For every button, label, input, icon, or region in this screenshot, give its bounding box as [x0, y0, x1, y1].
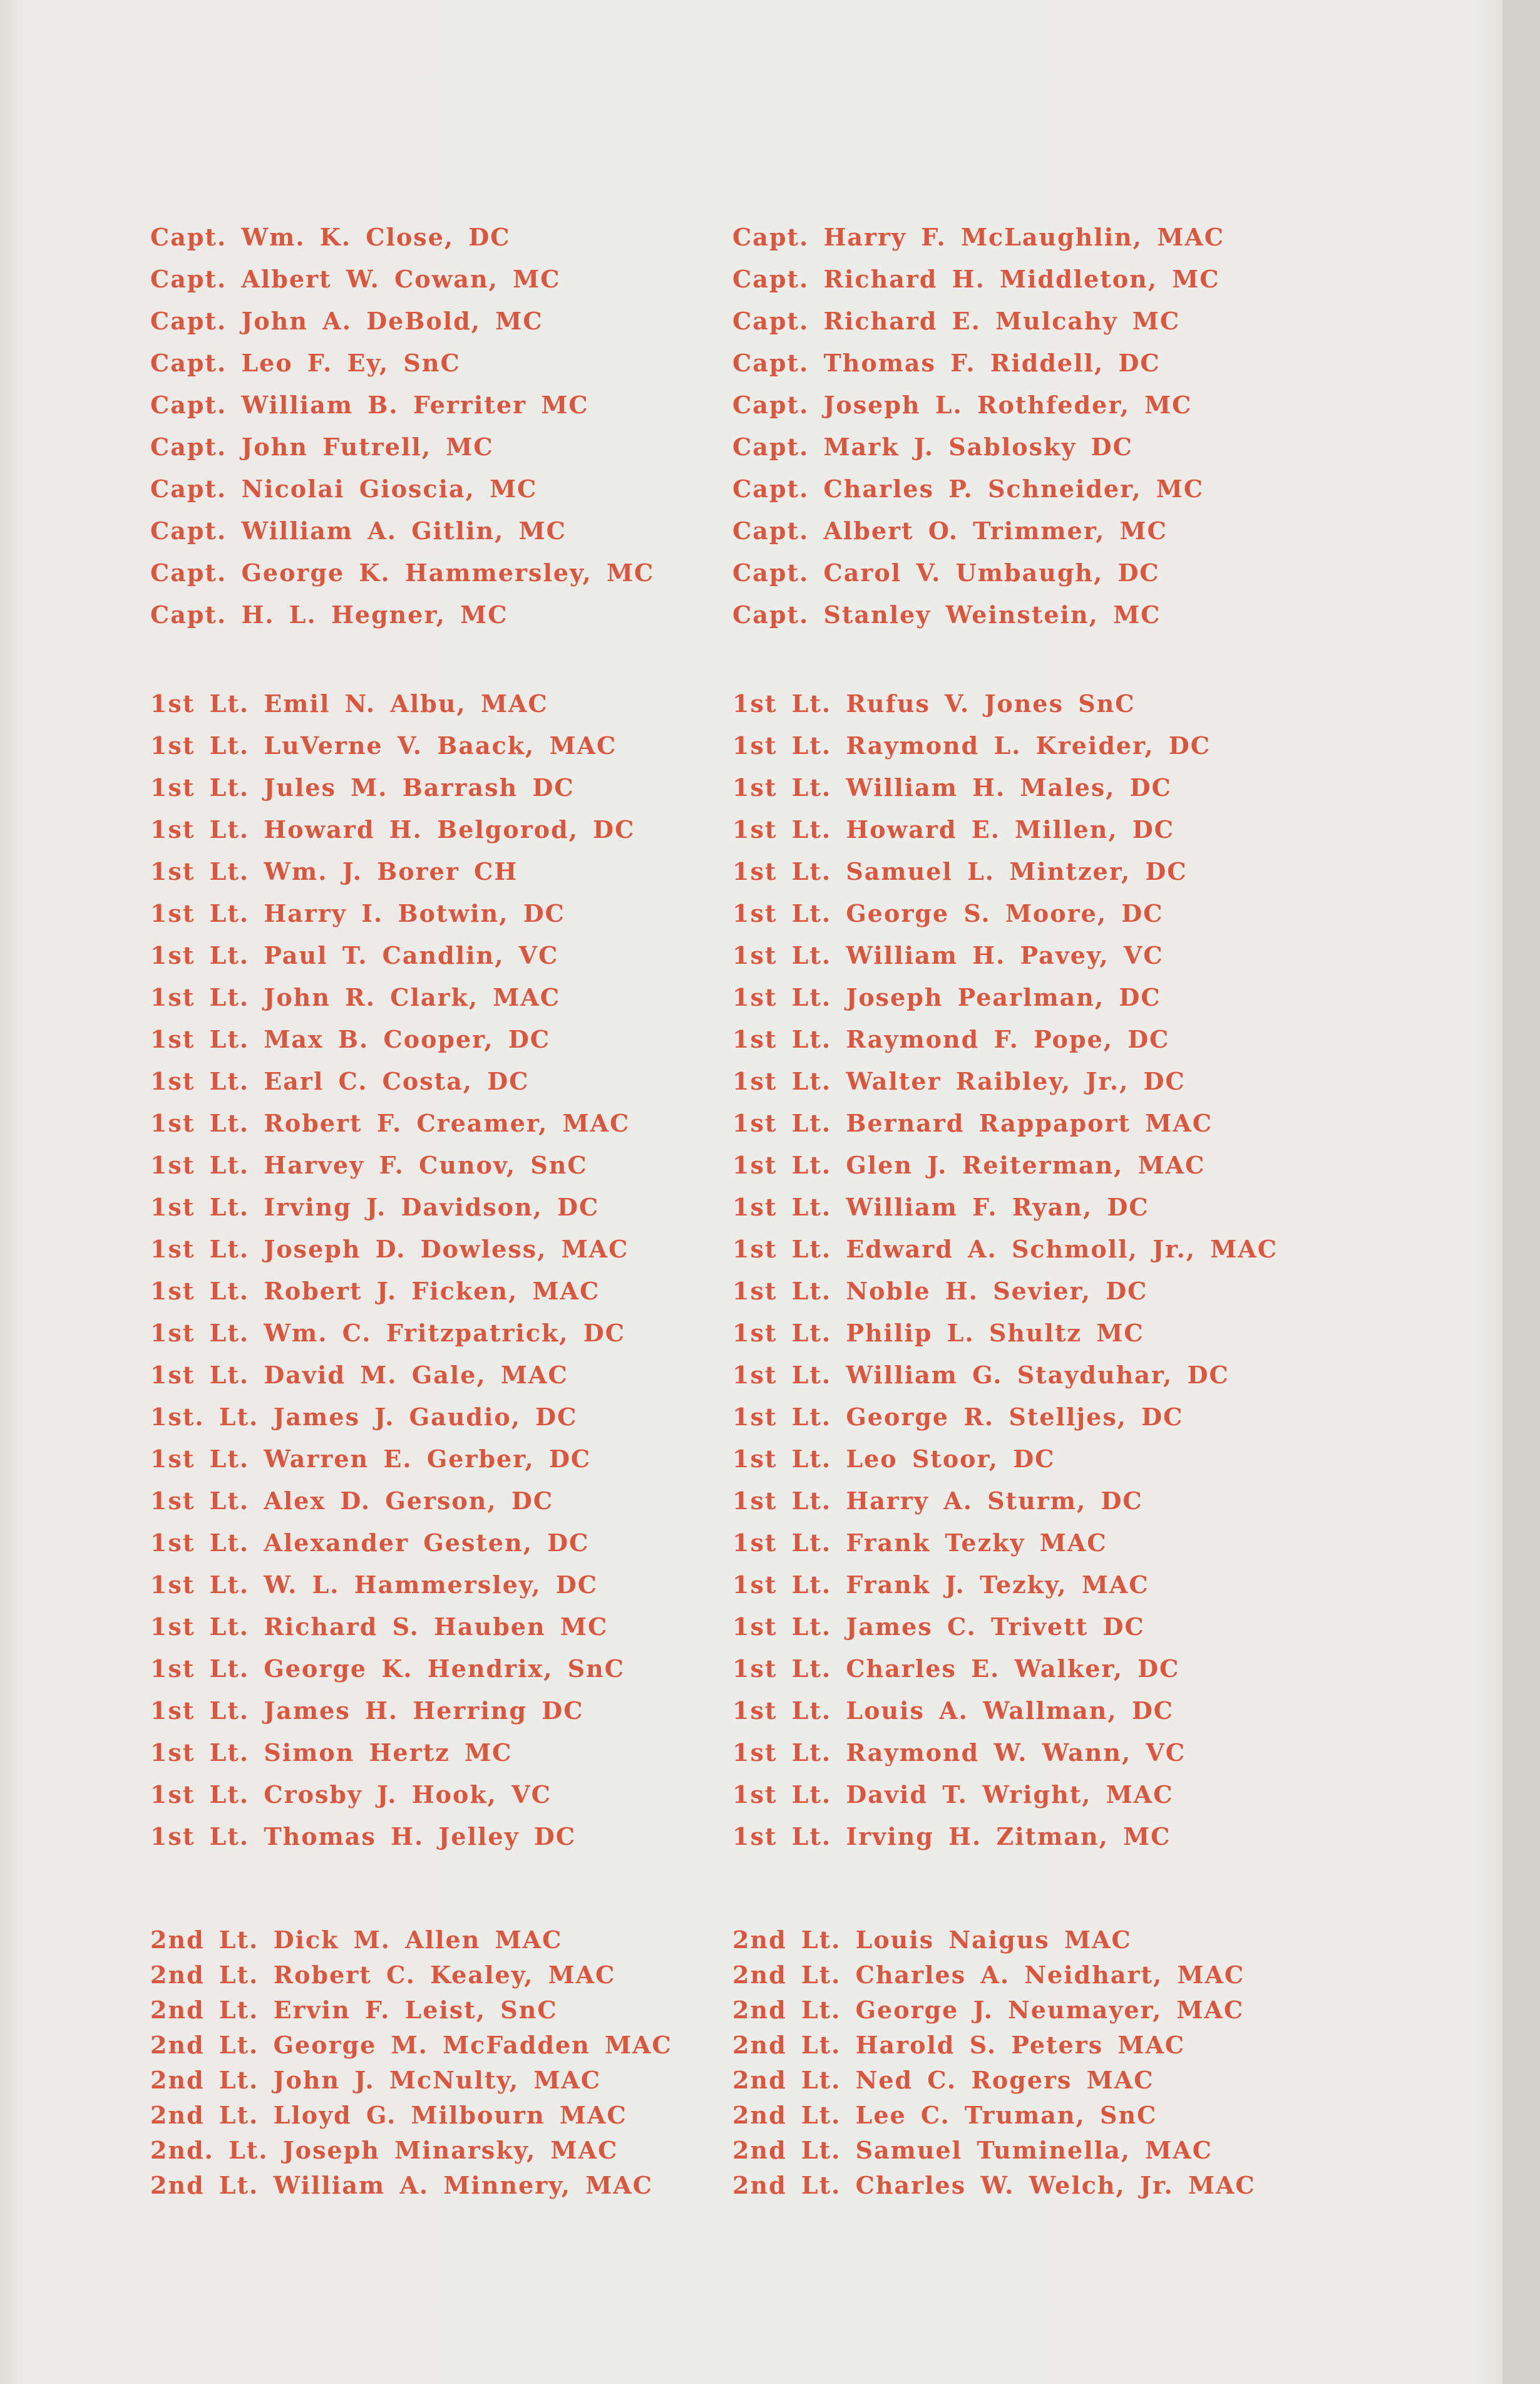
- list-item: Capt. Carol V. Umbaugh, DC: [732, 559, 1160, 587]
- list-item: 1st Lt. Leo Stoor, DC: [732, 1445, 1055, 1473]
- list-item: Capt. William A. Gitlin, MC: [150, 517, 567, 545]
- list-item: Capt. William B. Ferriter MC: [150, 391, 589, 419]
- left-first-lieutenants-list: [150, 683, 714, 1857]
- list-item: 1st Lt. George K. Hendrix, SnC: [150, 1654, 625, 1683]
- list-item: 1st Lt. William H. Males, DC: [732, 773, 1172, 802]
- list-item: 1st Lt. Warren E. Gerber, DC: [150, 1445, 592, 1473]
- list-item: Capt. Nicolai Gioscia, MC: [150, 475, 538, 503]
- list-item: 1st Lt. Wm. C. Fritzpatrick, DC: [150, 1319, 625, 1347]
- list-item: 1st Lt. Howard E. Millen, DC: [732, 815, 1175, 844]
- list-item: 2nd Lt. Charles A. Neidhart, MAC: [732, 1961, 1245, 1989]
- list-item: 1st Lt. George S. Moore, DC: [732, 899, 1164, 927]
- list-item: 1st Lt. William F. Ryan, DC: [732, 1193, 1149, 1221]
- list-item: 1st Lt. Thomas H. Jelley DC: [150, 1822, 577, 1850]
- list-item: Capt. Richard H. Middleton, MC: [732, 265, 1220, 293]
- list-item: Capt. John A. DeBold, MC: [150, 307, 543, 335]
- list-item: 1st Lt. John R. Clark, MAC: [150, 983, 561, 1011]
- list-item: 1st Lt. Glen J. Reiterman, MAC: [732, 1151, 1206, 1179]
- list-item: 1st Lt. Howard H. Belgorod, DC: [150, 815, 635, 844]
- list-item: 2nd Lt. Lloyd G. Milbourn MAC: [150, 2101, 627, 2129]
- list-item: Capt. George K. Hammersley, MC: [150, 559, 655, 587]
- list-item: 1st Lt. Harvey F. Cunov, SnC: [150, 1151, 588, 1179]
- right-second-lieutenants-list: [732, 1922, 1296, 2203]
- list-item: 1st Lt. David M. Gale, MAC: [150, 1361, 568, 1389]
- list-item: 2nd. Lt. Joseph Minarsky, MAC: [150, 2136, 619, 2164]
- list-item: 2nd Lt. Louis Naigus MAC: [732, 1926, 1132, 1954]
- right-captains-list: [732, 216, 1296, 636]
- list-item: 2nd Lt. William A. Minnery, MAC: [150, 2171, 653, 2199]
- list-item: 1st Lt. Joseph Pearlman, DC: [732, 983, 1161, 1011]
- list-item: 1st Lt. William H. Pavey, VC: [732, 941, 1164, 969]
- list-item: Capt. Albert O. Trimmer, MC: [732, 517, 1168, 545]
- left-second-lieutenants-list: [150, 1922, 714, 2203]
- list-item: 1st Lt. LuVerne V. Baack, MAC: [150, 731, 617, 760]
- list-item: 1st Lt. Crosby J. Hook, VC: [150, 1780, 552, 1809]
- list-item: 2nd Lt. Samuel Tuminella, MAC: [732, 2136, 1213, 2164]
- list-item: 1st Lt. Bernard Rappaport MAC: [732, 1109, 1213, 1137]
- list-item: 1st Lt. Wm. J. Borer CH: [150, 857, 518, 885]
- list-item: 1st Lt. Earl C. Costa, DC: [150, 1067, 530, 1095]
- list-item: 1st Lt. Harry I. Botwin, DC: [150, 899, 565, 927]
- list-item: 1st Lt. Raymond F. Pope, DC: [732, 1025, 1170, 1053]
- list-item: 1st Lt. Robert J. Ficken, MAC: [150, 1277, 600, 1305]
- list-item: 1st Lt. Frank Tezky MAC: [732, 1529, 1107, 1557]
- list-item: Capt. John Futrell, MC: [150, 433, 494, 461]
- list-item: 2nd Lt. Charles W. Welch, Jr. MAC: [732, 2171, 1256, 2199]
- list-item: 1st Lt. Walter Raibley, Jr., DC: [732, 1067, 1186, 1095]
- list-item: 1st Lt. Simon Hertz MC: [150, 1738, 513, 1767]
- list-item: 1st. Lt. James J. Gaudio, DC: [150, 1403, 578, 1431]
- list-item: 1st Lt. William G. Stayduhar, DC: [732, 1361, 1229, 1389]
- list-item: 1st Lt. Jules M. Barrash DC: [150, 773, 575, 802]
- list-item: Capt. Leo F. Ey, SnC: [150, 349, 461, 377]
- list-item: 1st Lt. Noble H. Sevier, DC: [732, 1277, 1148, 1305]
- list-item: 1st Lt. Samuel L. Mintzer, DC: [732, 857, 1188, 885]
- list-item: Capt. Charles P. Schneider, MC: [732, 475, 1204, 503]
- list-item: 1st Lt. Irving H. Zitman, MC: [732, 1822, 1171, 1850]
- list-item: 2nd Lt. Harold S. Peters MAC: [732, 2031, 1186, 2059]
- list-item: 2nd Lt. Robert C. Kealey, MAC: [150, 1961, 616, 1989]
- list-item: 1st Lt. George R. Stelljes, DC: [732, 1403, 1184, 1431]
- list-item: 1st Lt. Max B. Cooper, DC: [150, 1025, 551, 1053]
- list-item: 1st Lt. James C. Trivett DC: [732, 1613, 1145, 1641]
- list-item: 1st Lt. W. L. Hammersley, DC: [150, 1571, 598, 1599]
- list-item: Capt. H. L. Hegner, MC: [150, 601, 508, 629]
- list-item: 1st Lt. Charles E. Walker, DC: [732, 1654, 1180, 1683]
- list-item: Capt. Thomas F. Riddell, DC: [732, 349, 1161, 377]
- list-item: Capt. Joseph L. Rothfeder, MC: [732, 391, 1193, 419]
- list-item: Capt. Mark J. Sablosky DC: [732, 433, 1133, 461]
- list-item: 2nd Lt. Dick M. Allen MAC: [150, 1926, 563, 1954]
- list-item: 1st Lt. Louis A. Wallman, DC: [732, 1696, 1174, 1725]
- list-item: 1st Lt. James H. Herring DC: [150, 1696, 584, 1725]
- list-item: 2nd Lt. John J. McNulty, MAC: [150, 2066, 602, 2094]
- list-item: Capt. Wm. K. Close, DC: [150, 223, 511, 251]
- list-item: 1st Lt. Harry A. Sturm, DC: [732, 1487, 1143, 1515]
- left-captains-list: [150, 216, 714, 636]
- list-item: 1st Lt. Raymond W. Wann, VC: [732, 1738, 1186, 1767]
- list-item: 1st Lt. Richard S. Hauben MC: [150, 1613, 608, 1641]
- list-item: 1st Lt. Philip L. Shultz MC: [732, 1319, 1144, 1347]
- list-item: 1st Lt. Irving J. Davidson, DC: [150, 1193, 600, 1221]
- list-item: 2nd Lt. George M. McFadden MAC: [150, 2031, 672, 2059]
- list-item: 1st Lt. Emil N. Albu, MAC: [150, 689, 548, 718]
- list-item: 2nd Lt. Ervin F. Leist, SnC: [150, 1996, 558, 2024]
- list-item: 1st Lt. Alex D. Gerson, DC: [150, 1487, 554, 1515]
- list-item: Capt. Stanley Weinstein, MC: [732, 601, 1161, 629]
- list-item: Capt. Harry F. McLaughlin, MAC: [732, 223, 1225, 251]
- list-item: 1st Lt. Joseph D. Dowless, MAC: [150, 1235, 629, 1263]
- list-item: 2nd Lt. George J. Neumayer, MAC: [732, 1996, 1245, 2024]
- list-item: 1st Lt. Robert F. Creamer, MAC: [150, 1109, 630, 1137]
- list-item: 1st Lt. Paul T. Candlin, VC: [150, 941, 559, 969]
- list-item: 1st Lt. David T. Wright, MAC: [732, 1780, 1174, 1809]
- list-item: Capt. Albert W. Cowan, MC: [150, 265, 561, 293]
- right-first-lieutenants-list: [732, 683, 1296, 1857]
- list-item: 1st Lt. Edward A. Schmoll, Jr., MAC: [732, 1235, 1278, 1263]
- list-item: 2nd Lt. Lee C. Truman, SnC: [732, 2101, 1158, 2129]
- list-item: 1st Lt. Alexander Gesten, DC: [150, 1529, 590, 1557]
- list-item: 1st Lt. Rufus V. Jones SnC: [732, 689, 1136, 718]
- list-item: Capt. Richard E. Mulcahy MC: [732, 307, 1181, 335]
- list-item: 1st Lt. Frank J. Tezky, MAC: [732, 1571, 1149, 1599]
- list-item: 1st Lt. Raymond L. Kreider, DC: [732, 731, 1211, 760]
- list-item: 2nd Lt. Ned C. Rogers MAC: [732, 2066, 1154, 2094]
